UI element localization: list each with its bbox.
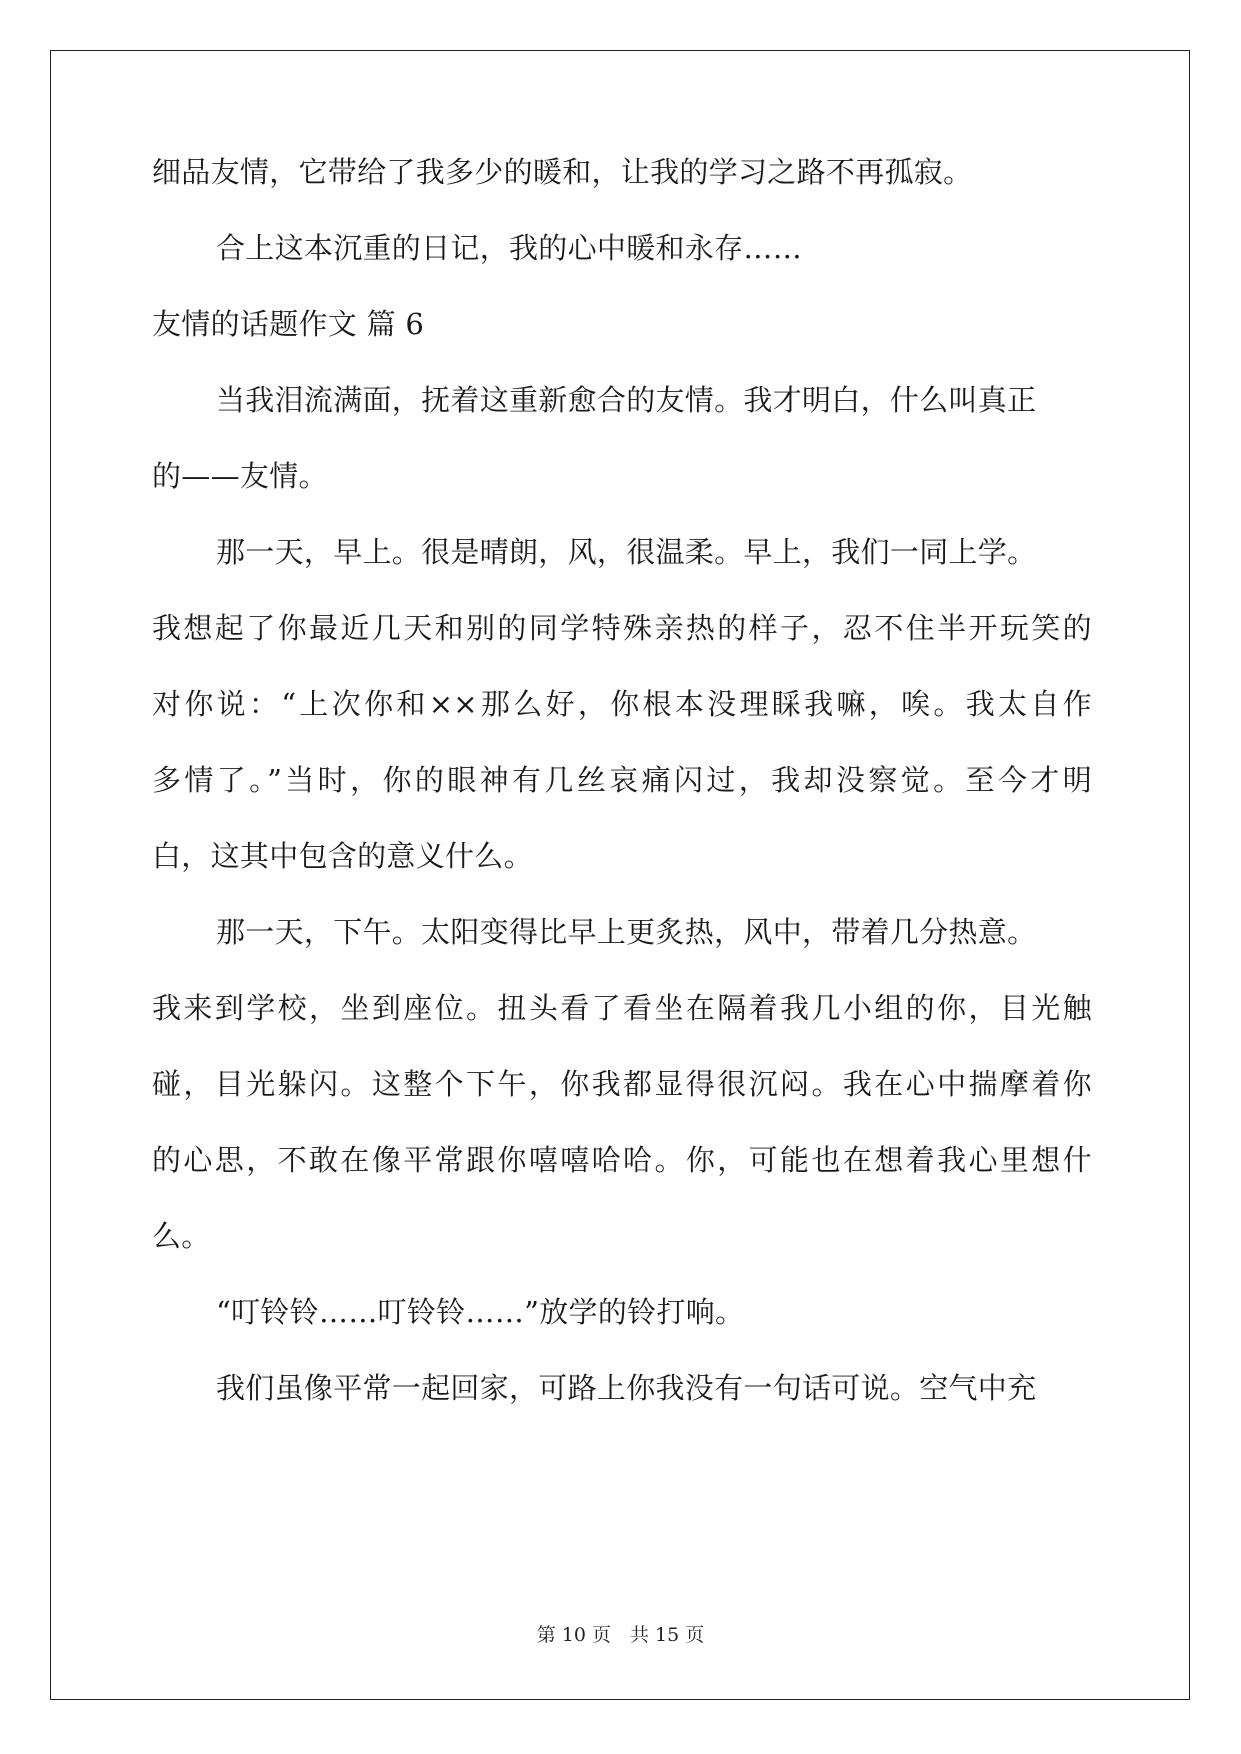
- text-line: 当我泪流满面，抚着这重新愈合的友情。我才明白，什么叫真正: [216, 383, 1037, 417]
- page-number-footer: 第 10 页 共 15 页: [536, 1624, 705, 1646]
- text-line: 那一天，下午。太阳变得比早上更炙热，风中，带着几分热意。: [216, 915, 1037, 949]
- text-line: 合上这本沉重的日记，我的心中暖和永存……: [216, 231, 803, 265]
- text-line: 那一天，早上。很是晴朗，风，很温柔。早上，我们一同上学。: [216, 535, 1037, 569]
- text-line: 对你说：“上次你和××那么好，你根本没理睬我嘛，唉。我太自作: [152, 687, 1092, 721]
- text-line: 我想起了你最近几天和别的同学特殊亲热的样子，忍不住半开玩笑的: [152, 611, 1092, 645]
- text-line: 白，这其中包含的意义什么。: [152, 839, 533, 873]
- text-line: 碰，目光躲闪。这整个下午，你我都显得很沉闷。我在心中揣摩着你: [152, 1067, 1092, 1101]
- text-line: 么。: [152, 1219, 211, 1253]
- text-line: 我来到学校，坐到座位。扭头看了看坐在隔着我几小组的你，目光触: [152, 991, 1092, 1025]
- text-line: 多情了。”当时，你的眼神有几丝哀痛闪过，我却没察觉。至今才明: [152, 763, 1092, 797]
- text-line: 细品友情，它带给了我多少的暖和，让我的学习之路不再孤寂。: [152, 155, 973, 189]
- text-line: “叮铃铃……叮铃铃……”放学的铃打响。: [216, 1295, 745, 1329]
- text-line: 的——友情。: [152, 459, 328, 493]
- text-line: 的心思，不敢在像平常跟你嘻嘻哈哈。你，可能也在想着我心里想什: [152, 1143, 1092, 1177]
- text-line: 我们虽像平常一起回家，可路上你我没有一句话可说。空气中充: [216, 1371, 1037, 1405]
- section-heading: 友情的话题作文 篇 6: [152, 307, 425, 341]
